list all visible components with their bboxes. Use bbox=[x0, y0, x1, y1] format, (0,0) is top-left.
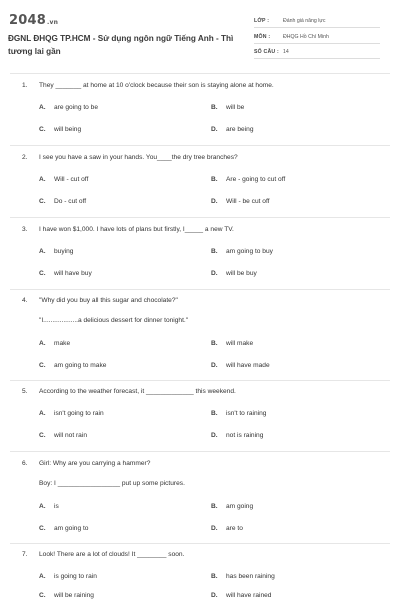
option-d[interactable]: D. Will - be cut off bbox=[211, 198, 270, 205]
option-b[interactable]: B. will be bbox=[211, 104, 245, 111]
question-6 bbox=[22, 459, 392, 532]
question-text: I see you have a saw in your hands. You____the dry tree branches? bbox=[39, 154, 238, 161]
option-c[interactable]: C. Do - cut off bbox=[39, 198, 87, 205]
question-stem bbox=[22, 387, 392, 396]
option-d[interactable]: D. will be buy bbox=[211, 270, 257, 277]
option-a[interactable]: A. Will - cut off bbox=[39, 176, 89, 183]
option-b[interactable]: B. isn't to raining bbox=[211, 410, 267, 417]
site-logo[interactable]: 2048.vn bbox=[9, 13, 59, 28]
divider bbox=[10, 289, 390, 290]
question-number: 3. bbox=[22, 226, 28, 233]
option-b[interactable]: B. Are - going to cut off bbox=[211, 176, 286, 183]
option-a[interactable]: A. make bbox=[39, 340, 71, 347]
meta-row-class bbox=[254, 14, 380, 28]
question-number: 2. bbox=[22, 154, 28, 161]
question-text: I have won $1,000. I have lots of plans but firstly, I_____ a new TV. bbox=[39, 226, 234, 233]
option-d[interactable]: D. are to bbox=[211, 525, 243, 532]
option-c[interactable]: C. am going to bbox=[39, 525, 89, 532]
option-c[interactable]: C. will have buy bbox=[39, 270, 92, 277]
question-stem bbox=[22, 81, 392, 90]
question-stem bbox=[22, 225, 392, 234]
option-d[interactable]: D. are being bbox=[211, 126, 254, 133]
divider bbox=[10, 217, 390, 218]
question-number: 5. bbox=[22, 388, 28, 395]
question-text: Look! There are a lot of clouds! It ________ soon. bbox=[39, 551, 185, 558]
meta-key: MÔN : bbox=[254, 33, 271, 40]
question-4 bbox=[22, 296, 392, 369]
option-a[interactable]: A. is going to rain bbox=[39, 573, 97, 580]
logo-suffix: .vn bbox=[46, 19, 59, 26]
option-a[interactable]: A. is bbox=[39, 503, 59, 510]
question-text: They _______ at home at 10 o'clock because their son is staying alone at home. bbox=[39, 82, 274, 89]
question-stem bbox=[22, 459, 392, 468]
divider bbox=[10, 145, 390, 146]
meta-row-subject bbox=[254, 30, 380, 44]
document-header bbox=[0, 0, 400, 68]
question-number: 6. bbox=[22, 460, 28, 467]
question-5 bbox=[22, 387, 392, 439]
question-stem bbox=[22, 550, 392, 559]
option-d[interactable]: D. not is raining bbox=[211, 432, 264, 439]
meta-value: Đánh giá năng lực bbox=[283, 17, 326, 24]
meta-row-count bbox=[254, 45, 380, 59]
option-a[interactable]: A. buying bbox=[39, 248, 74, 255]
question-stem bbox=[22, 296, 392, 305]
divider bbox=[10, 543, 390, 544]
option-b[interactable]: B. am going bbox=[211, 503, 254, 510]
meta-key: SỐ CÂU : bbox=[254, 48, 279, 55]
divider bbox=[10, 380, 390, 381]
question-stem bbox=[22, 153, 392, 162]
option-c[interactable]: C. will not rain bbox=[39, 432, 87, 439]
question-1 bbox=[22, 81, 392, 133]
question-number: 4. bbox=[22, 297, 28, 304]
meta-value: 14 bbox=[283, 48, 289, 55]
meta-value: ĐHQG Hồ Chí Minh bbox=[283, 33, 329, 40]
question-number: 7. bbox=[22, 551, 28, 558]
divider bbox=[10, 73, 390, 74]
option-c[interactable]: C. will be raining bbox=[39, 592, 94, 599]
meta-key: LỚP : bbox=[254, 17, 270, 24]
question-subtext: "I...................a delicious dessert for dinner tonight." bbox=[39, 317, 189, 324]
question-3 bbox=[22, 225, 392, 277]
question-7 bbox=[22, 550, 392, 599]
question-subtext: Boy: I _________________ put up some pictures. bbox=[39, 480, 185, 487]
question-number: 1. bbox=[22, 82, 28, 89]
option-d[interactable]: D. will have rained bbox=[211, 592, 272, 599]
question-text: Girl: Why are you carrying a hammer? bbox=[39, 460, 151, 467]
document-title: ĐGNL ĐHQG TP.HCM - Sử dụng ngôn ngữ Tiếng Anh - Thì tương lai gần bbox=[8, 34, 234, 56]
question-text: "Why did you buy all this sugar and chocolate?" bbox=[39, 297, 178, 304]
option-b[interactable]: B. am going to buy bbox=[211, 248, 273, 255]
divider bbox=[10, 451, 390, 452]
option-d[interactable]: D. will have made bbox=[211, 362, 270, 369]
question-text: According to the weather forecast, it _____________ this weekend. bbox=[39, 388, 236, 395]
option-b[interactable]: B. will make bbox=[211, 340, 254, 347]
option-c[interactable]: C. will being bbox=[39, 126, 82, 133]
option-b[interactable]: B. has been raining bbox=[211, 573, 275, 580]
option-a[interactable]: A. isn't going to rain bbox=[39, 410, 104, 417]
option-c[interactable]: C. am going to make bbox=[39, 362, 107, 369]
option-a[interactable]: A. are going to be bbox=[39, 104, 98, 111]
question-2 bbox=[22, 153, 392, 205]
